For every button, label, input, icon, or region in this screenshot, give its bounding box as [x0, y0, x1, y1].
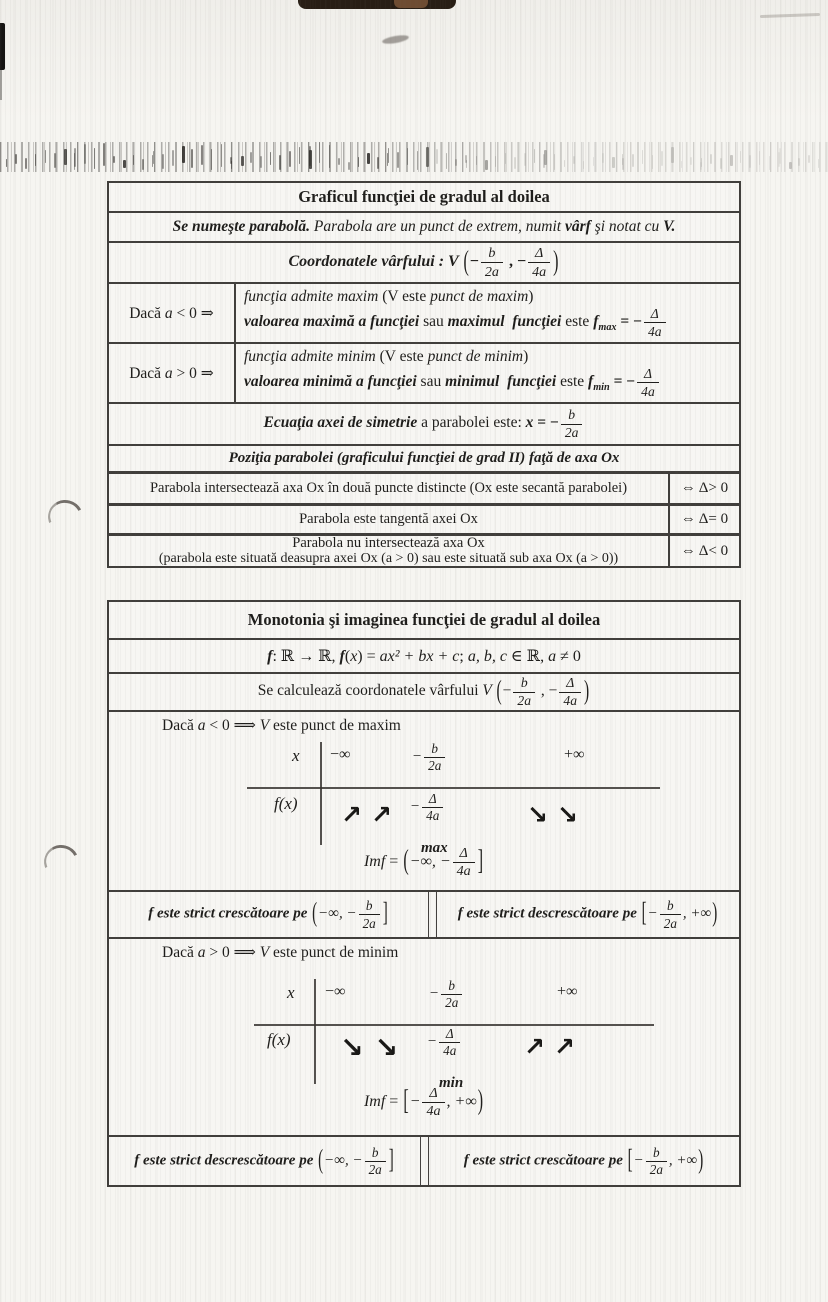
case-a-negative-body [236, 284, 739, 342]
function-definition-formula: f: ℝ → ℝ, f(x) = ax² + bx + c; a, b, c ∈ ℝ, a ≠ 0 [267, 648, 581, 665]
table1-title-text: Graficul funcţiei de gradul al doilea [298, 187, 550, 206]
scan-artifact-left-edge-faint [0, 70, 2, 100]
cell-divider [420, 1137, 429, 1185]
scan-artifact-left-edge [0, 23, 5, 70]
min-value-formula: valoarea minimă a funcţiei sau minimul funcţiei este $f_{min}$ = − $\frac{\Delta}{4a}$ [244, 367, 731, 398]
symmetry-axis-formula: Ecuaţia axei de simetrie a parabolei este: x = − $\frac{b}{2a}$ [264, 408, 585, 439]
section-a-positive [109, 937, 739, 1135]
case-delta-zero-cond: ⇔ Δ= 0 [668, 506, 739, 533]
variation-table1-x-label: x [292, 746, 300, 765]
section-a-negative-header: Dacă a < 0 ⟹ V este punct de maxim [162, 717, 401, 734]
image-formula-a-positive: Imf = [− $\frac{\Delta}{4a}$ , +∞) [363, 1085, 484, 1120]
decrease-arrows: ↘↘ [527, 800, 587, 829]
strict-decreasing-cell: f este strict descrescătoare pe (−∞, − $\frac{b}{2a}$ ] [134, 1144, 394, 1177]
case-a-positive-row [109, 342, 739, 402]
vertex-coordinates-formula: Coordonatele vârfului : V (− $\frac{b}{2a}$ , − $\frac{\Delta}{4a}$ ) [288, 245, 559, 280]
decrease-arrows: ↘↘ [340, 1031, 409, 1064]
scan-artifact-spiral-mark-2 [40, 840, 84, 883]
variation-table2-vline [314, 979, 316, 1084]
increase-arrows: ↗↗ [524, 1032, 584, 1061]
variation-table2-x-label: x [287, 983, 295, 1002]
parabola-definition-text: Se numeşte parabolă. Parabola are un punct de extrem, numit vârf şi notat cu V. [172, 218, 676, 235]
position-title-row [109, 444, 739, 471]
vertex-calc-formula: Se calculează coordonatele vârfului V (− $\frac{b}{2a}$ , − $\frac{\Delta}{4a}$ ) [257, 675, 590, 708]
section-a-negative [109, 710, 739, 890]
case-delta-positive-cond: ⇔ Δ> 0 [668, 474, 739, 503]
case-delta-positive-row [109, 471, 739, 503]
case-a-negative-row [109, 282, 739, 342]
table2-title-text: Monotonia şi imaginea funcţiei de gradul al doilea [247, 610, 601, 629]
parabola-definition-row [109, 211, 739, 241]
table-parabola-graph [107, 181, 741, 568]
strict-decreasing-cell: f este strict descrescătoare pe [− $\frac{b}{2a}$ , +∞) [457, 898, 718, 931]
scan-artifact-smudge [382, 34, 410, 46]
case-delta-negative-row [109, 533, 739, 566]
case-delta-negative-cond: ⇔ Δ< 0 [668, 536, 739, 566]
scan-artifact-spiral-mark-1 [44, 495, 88, 538]
variation-table1-f-value: − $\frac{\Delta}{4a}$ [410, 792, 445, 822]
cell-divider [428, 892, 437, 937]
image-formula-a-negative: Imf = (−∞, − $\frac{\Delta}{4a}$ ] [363, 845, 484, 880]
condition-a-positive: Dacă a > 0 ⇒ [109, 344, 236, 402]
max-statement: funcţia admite maxim (V este punct de maxim) [244, 287, 534, 305]
scan-artifact-top-edge [298, 0, 456, 9]
variation-table1-hline [247, 787, 660, 789]
case-delta-positive-text: Parabola intersectează axa Ox în două puncte distincte (Ox este secantă parabolei) [149, 480, 628, 497]
max-value-formula: valoarea maximă a funcţiei sau maximul funcţiei este $f_{max}$ = − $\frac{\Delta}{4a}$ [244, 307, 731, 338]
case-delta-zero-text: Parabola este tangentă axei Ox [299, 511, 478, 528]
case-delta-negative-text: Parabola nu intersectează axa Ox (parabola este situată deasupra axei Ox (a > 0) sau este situată sub axa Ox (a > 0)) [158, 535, 619, 567]
scan-artifact-smudge-right [760, 13, 820, 18]
strict-monotony-row-a-positive [109, 1135, 739, 1185]
variation-table1-x-mid: − $\frac{b}{2a}$ [412, 742, 447, 772]
case-a-positive-body [236, 344, 739, 402]
variation-table1-minus-inf: −∞ [330, 746, 351, 763]
symmetry-axis-row [109, 402, 739, 444]
table2-title [109, 602, 739, 638]
vertex-coordinates-row [109, 241, 739, 282]
variation-table2-extremum: min [439, 1075, 464, 1091]
variation-table1-plus-inf: +∞ [564, 746, 585, 763]
table1-title [109, 183, 739, 211]
min-statement: funcţia admite minim (V este punct de minim) [244, 347, 529, 365]
section-a-positive-header: Dacă a > 0 ⟹ V este punct de minim [162, 944, 399, 961]
scan-artifact-binding-marks [0, 142, 828, 172]
strict-monotony-row-a-negative [109, 890, 739, 937]
function-definition-row [109, 638, 739, 672]
variation-table2-minus-inf: −∞ [325, 983, 346, 1000]
condition-a-negative: Dacă a < 0 ⇒ [109, 284, 236, 342]
increase-arrows: ↗↗ [341, 800, 401, 829]
variation-table2-hline [254, 1024, 654, 1026]
case-delta-zero-row [109, 503, 739, 533]
strict-increasing-cell: f este strict crescătoare pe (−∞, − $\frac{b}{2a}$ ] [148, 898, 388, 931]
variation-table2-f-label: f(x) [267, 1030, 291, 1049]
variation-table2-x-mid: − $\frac{b}{2a}$ [429, 979, 464, 1009]
variation-table1-extremum: max [421, 840, 448, 856]
position-title-text: Poziţia parabolei (graficului funcţiei de grad II) faţă de axa Ox [228, 450, 620, 466]
variation-table1-f-label: f(x) [274, 794, 298, 813]
strict-increasing-cell: f este strict crescătoare pe [− $\frac{b}{2a}$ , +∞) [463, 1144, 704, 1177]
variation-table1-vline [320, 742, 322, 845]
variation-table2-f-value: − $\frac{\Delta}{4a}$ [427, 1027, 462, 1057]
table-monotony-image [107, 600, 741, 1187]
variation-table2-plus-inf: +∞ [557, 983, 578, 1000]
vertex-calc-row [109, 672, 739, 710]
